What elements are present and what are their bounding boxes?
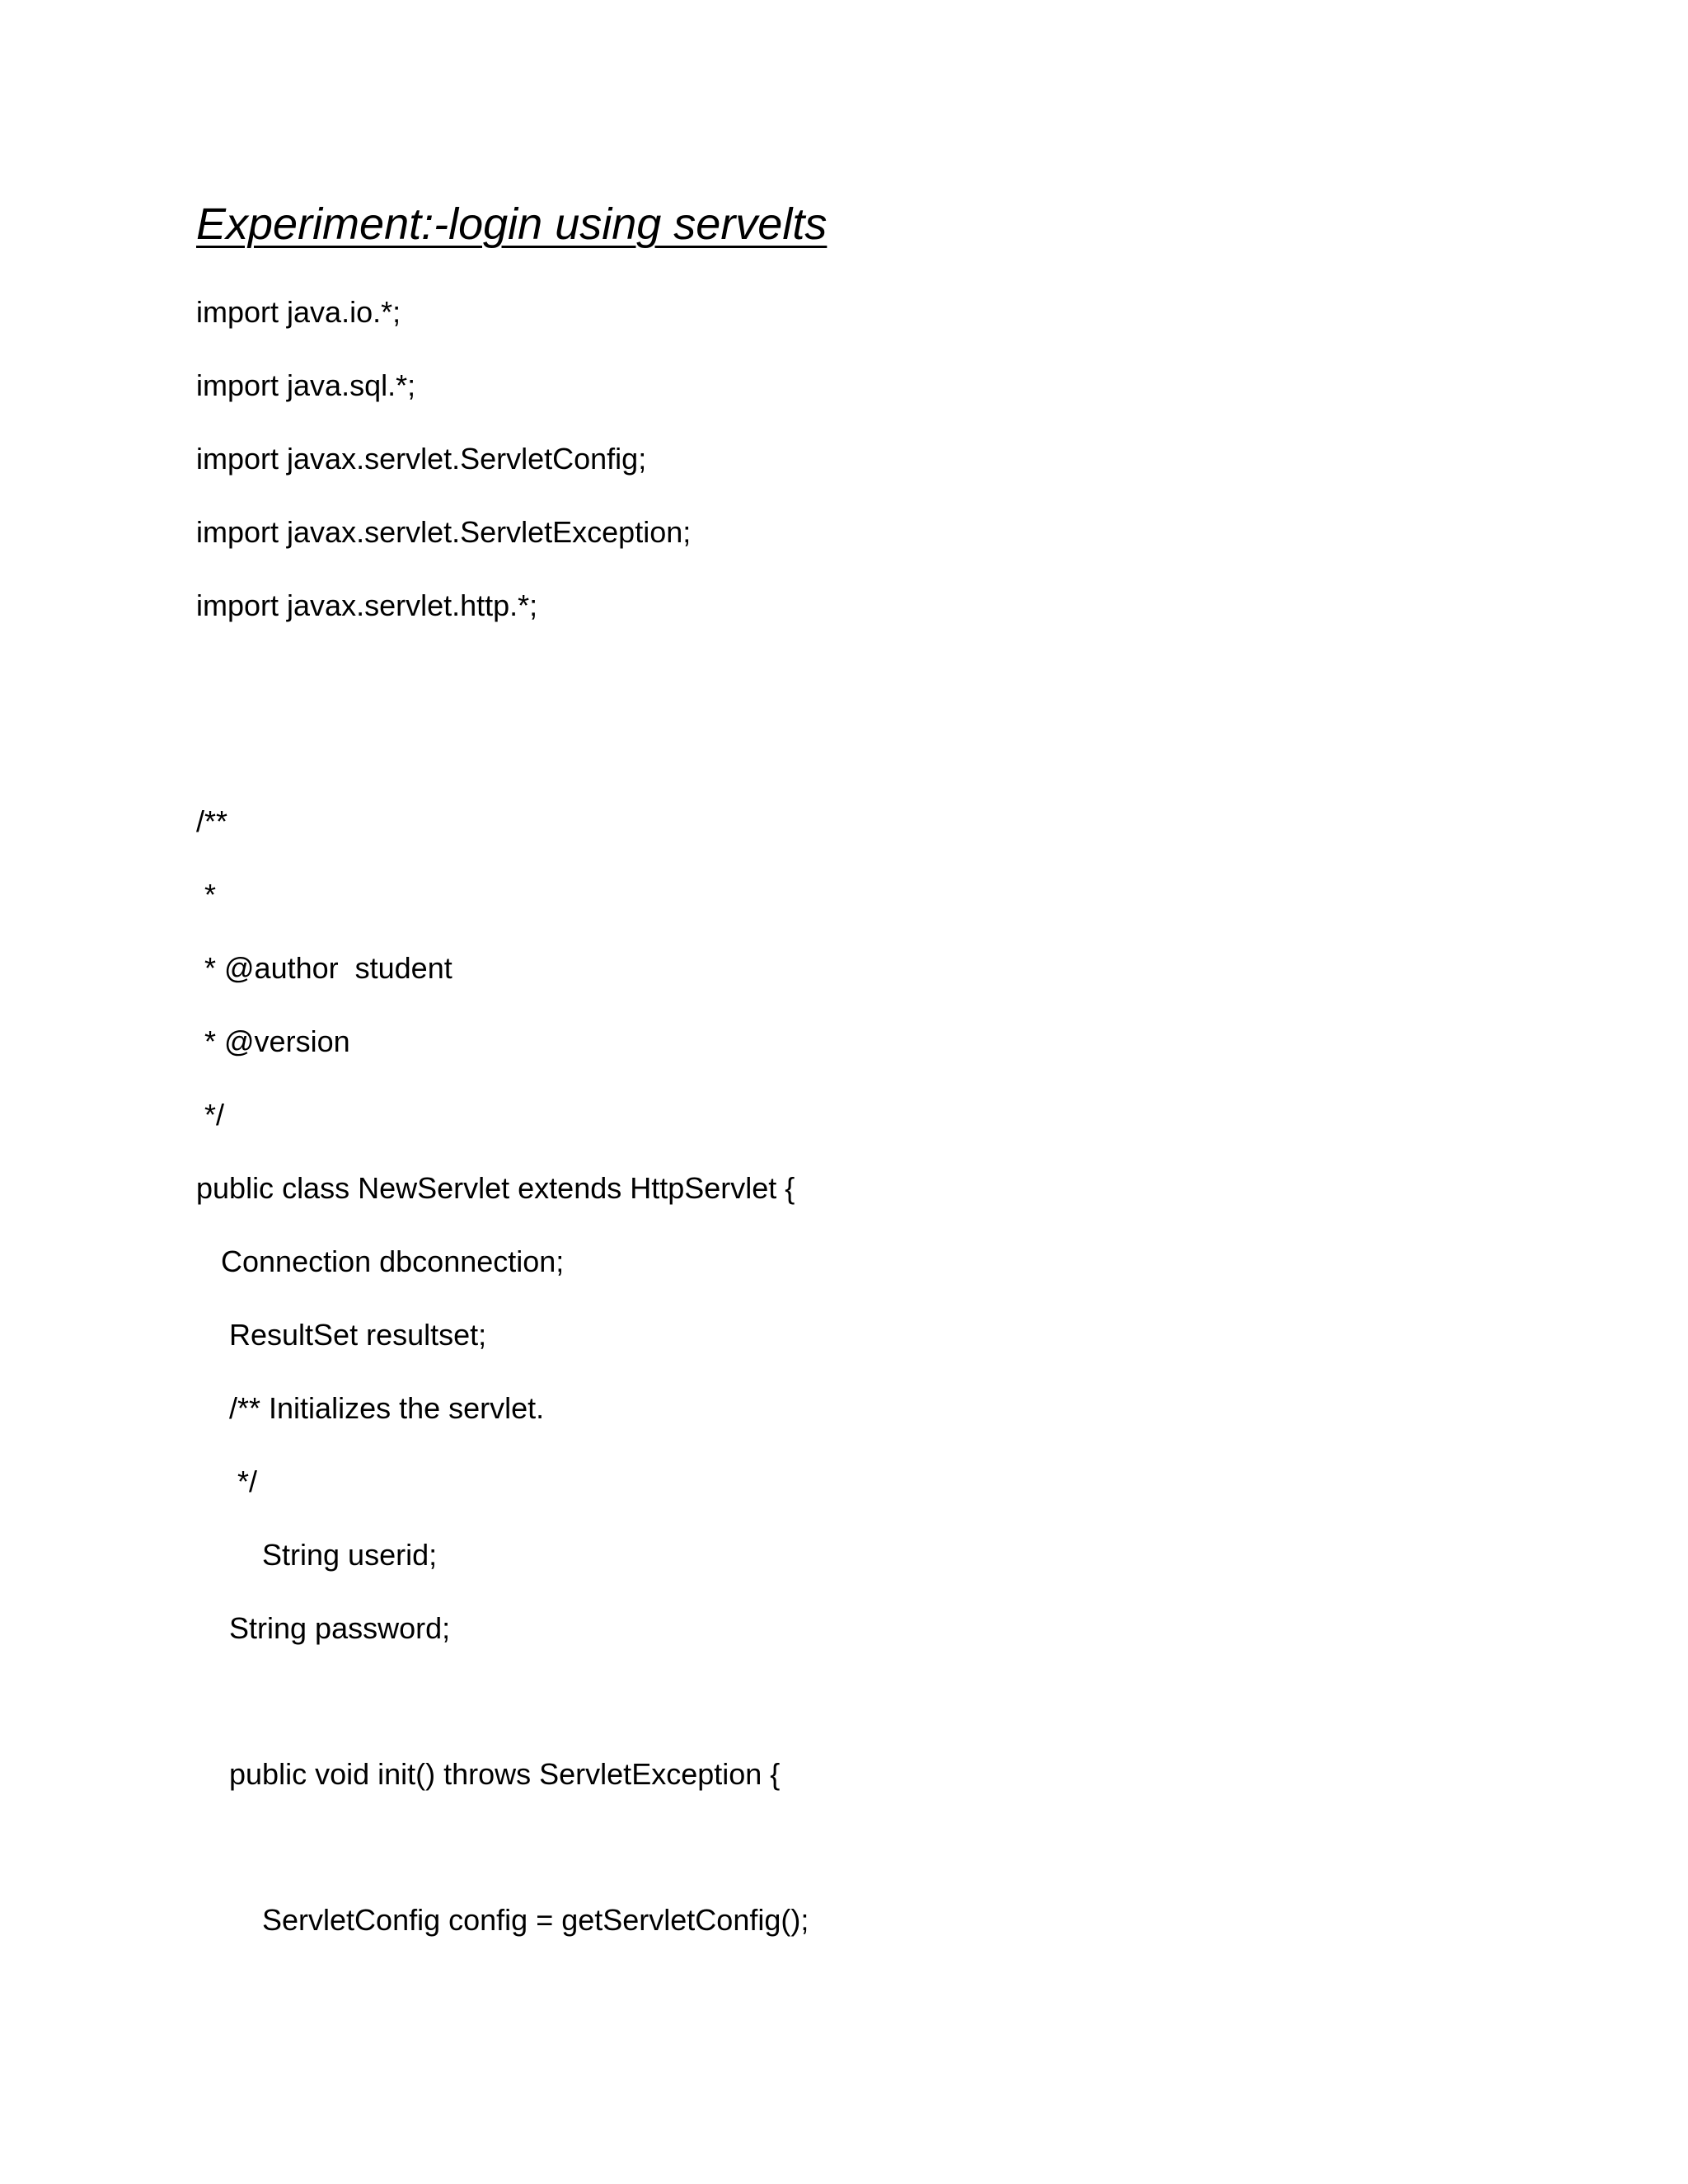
code-line: /** (196, 804, 228, 838)
code-line: public void init() throws ServletException { (196, 1757, 781, 1791)
code-line: public class NewServlet extends HttpServlet { (196, 1171, 795, 1205)
code-line: */ (196, 1098, 225, 1132)
code-line: * (196, 878, 217, 912)
code-line: String userid; (196, 1538, 438, 1572)
page-title: Experiment:-login using servelts (196, 199, 828, 249)
code-line: /** Initializes the servlet. (196, 1391, 545, 1425)
code-line: String password; (196, 1611, 451, 1645)
code-line: import javax.servlet.http.*; (196, 588, 538, 622)
code-line: import javax.servlet.ServletException; (196, 515, 692, 549)
code-line: * @version (196, 1024, 350, 1058)
code-line: * @author student (196, 951, 452, 985)
code-line: */ (196, 1465, 258, 1498)
code-line: ServletConfig config = getServletConfig(); (196, 1903, 809, 1937)
code-line: Connection dbconnection; (196, 1244, 565, 1278)
code-line: import java.io.*; (196, 295, 401, 329)
code-line: import java.sql.*; (196, 368, 416, 402)
code-line: import javax.servlet.ServletConfig; (196, 442, 647, 476)
code-line: ResultSet resultset; (196, 1318, 487, 1352)
